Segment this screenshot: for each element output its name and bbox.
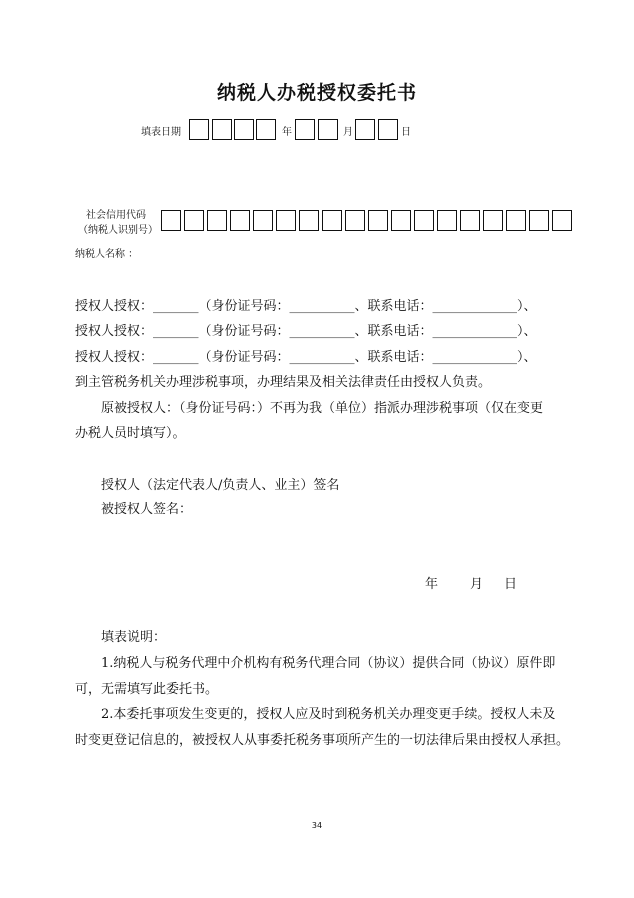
day-label: 日 <box>401 127 411 138</box>
instruction-2-line-2: 时变更登记信息的，被授权人从事委托税务事项所产生的一切法律后果由授权人承担。 <box>75 733 570 748</box>
instruction-1-line-2: 可，无需填写此委托书。 <box>75 682 219 697</box>
year-digit-box-2[interactable] <box>212 119 232 140</box>
responsibility-statement: 到主管税务机关办理涉税事项，办理结果及相关法律责任由授权人负责。 <box>75 375 492 390</box>
original-authorized-line-1: 原被授权人：（身份证号码：）不再为我（单位）指派办理涉税事项（仅在变更 <box>101 401 544 416</box>
month-label: 月 <box>343 127 353 138</box>
taxpayer-id-label: （纳税人识别号） <box>78 225 158 236</box>
year-digit-box-4[interactable] <box>256 119 276 140</box>
original-authorized-line-2: 办税人员时填写）。 <box>75 426 186 441</box>
credit-code-digit-box[interactable] <box>299 210 319 231</box>
credit-code-digit-box[interactable] <box>253 210 273 231</box>
instructions-heading: 填表说明： <box>101 630 167 645</box>
credit-code-digit-box[interactable] <box>161 210 181 231</box>
month-digit-box-1[interactable] <box>295 119 315 140</box>
instruction-2-line-1: 2.本委托事项发生变更的，授权人应及时到税务机关办理变更手续。授权人未及 <box>101 707 556 722</box>
credit-code-label: 社会信用代码 <box>86 210 146 221</box>
fill-date-label: 填表日期 <box>141 127 181 138</box>
authorized-signature-label: 被授权人签名： <box>101 502 193 517</box>
page-number: 34 <box>311 821 323 830</box>
year-digit-box-1[interactable] <box>189 119 209 140</box>
day-digit-box-2[interactable] <box>378 119 398 140</box>
year-label: 年 <box>282 127 292 138</box>
credit-code-digit-box[interactable] <box>207 210 227 231</box>
credit-code-digit-box[interactable] <box>276 210 296 231</box>
credit-code-digit-box[interactable] <box>506 210 526 231</box>
credit-code-digit-box[interactable] <box>230 210 250 231</box>
credit-code-digit-box[interactable] <box>368 210 388 231</box>
document-title: 纳税人办税授权委托书 <box>216 82 417 104</box>
day-digit-box-1[interactable] <box>355 119 375 140</box>
sign-day-label: 日 <box>504 577 518 592</box>
taxpayer-name-label: 纳税人名称 ： <box>75 249 139 260</box>
authorization-line-2: 授权人授权：_______（身份证号码：__________、联系电话：_____________）、 <box>75 324 537 339</box>
credit-code-digit-box[interactable] <box>437 210 457 231</box>
credit-code-digit-box[interactable] <box>552 210 572 231</box>
credit-code-digit-box[interactable] <box>483 210 503 231</box>
credit-code-digit-box[interactable] <box>391 210 411 231</box>
credit-code-digit-box[interactable] <box>529 210 549 231</box>
credit-code-digit-box[interactable] <box>184 210 204 231</box>
instruction-1-line-1: 1.纳税人与税务代理中介机构有税务代理合同（协议）提供合同（协议）原件即 <box>101 656 556 671</box>
authorizer-signature-label: 授权人（法定代表人/负责人、业主）签名 <box>101 478 340 493</box>
authorization-line-1: 授权人授权：_______（身份证号码：__________、联系电话：_____________）、 <box>75 299 537 314</box>
month-digit-box-2[interactable] <box>318 119 338 140</box>
sign-year-label: 年 <box>425 577 439 592</box>
year-digit-box-3[interactable] <box>234 119 254 140</box>
credit-code-digit-box[interactable] <box>414 210 434 231</box>
authorization-line-3: 授权人授权：_______（身份证号码：__________、联系电话：_____________）、 <box>75 350 537 365</box>
credit-code-digit-box[interactable] <box>322 210 342 231</box>
credit-code-digit-box[interactable] <box>460 210 480 231</box>
credit-code-digit-box[interactable] <box>345 210 365 231</box>
sign-month-label: 月 <box>470 577 484 592</box>
